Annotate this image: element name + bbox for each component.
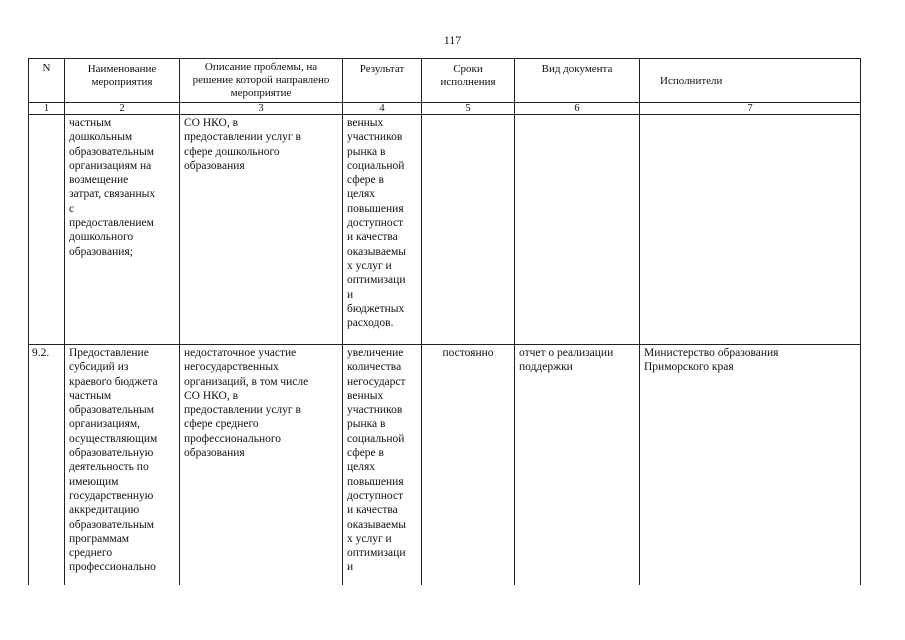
text-line: государственную: [69, 489, 154, 502]
text-line: образовательным: [69, 518, 155, 531]
text-line: доступност: [347, 217, 404, 230]
column-number: 4: [343, 103, 422, 115]
text-line: социальной: [347, 432, 405, 445]
text-line: краевого бюджета: [69, 375, 158, 388]
text-line: образования;: [69, 245, 133, 258]
measure-name-cell: [65, 115, 180, 345]
text-line: оказываемы: [347, 245, 407, 258]
text-line: сфере дошкольного: [184, 145, 280, 158]
text-line: дошкольного: [69, 231, 134, 244]
text-line: и: [347, 288, 354, 301]
text-line: образовательным: [69, 145, 155, 158]
column-number: 7: [640, 103, 861, 115]
text-line: доступност: [347, 489, 404, 502]
result-cell: [343, 345, 422, 586]
header-document-type: Вид документа: [515, 59, 640, 103]
header-result: Результат: [343, 59, 422, 103]
text-line: и качества: [347, 231, 398, 244]
column-number: 5: [422, 103, 515, 115]
text-line: затрат, связанных: [69, 188, 156, 201]
text-line: повышения: [347, 475, 404, 488]
page-number: 117: [443, 33, 462, 47]
row-number: 9.2.: [29, 345, 65, 586]
header-measure-name: Наименование мероприятия: [65, 59, 180, 103]
text-line: оказываемы: [347, 518, 407, 531]
text-line: целях: [347, 188, 376, 201]
text-line: профессионально: [69, 561, 156, 574]
text-line: социальной: [347, 159, 405, 172]
text-line: сфере в: [347, 447, 384, 460]
text-line: расходов.: [347, 317, 394, 330]
text-line: Приморского края: [644, 361, 734, 374]
text-line: осуществляющим: [69, 432, 158, 445]
header-executors: Исполнители: [640, 59, 861, 103]
text-line: сфере среднего: [184, 418, 259, 431]
text-line: среднего: [69, 547, 113, 560]
text-line: оптимизаци: [347, 274, 406, 287]
executor-cell: [640, 345, 861, 586]
text-line: оптимизаци: [347, 547, 406, 560]
text-line: отчет о реализации: [519, 347, 614, 359]
text-line: Министерство образования: [644, 347, 779, 359]
text-line: предоставлении услуг в: [184, 131, 301, 144]
header-problem-description: Описание проблемы, на решение которой направлено мероприятие: [180, 59, 343, 103]
text-line: бюджетных: [347, 302, 405, 315]
text-line: аккредитацию: [69, 504, 140, 517]
column-number: 6: [515, 103, 640, 115]
row-number: [29, 115, 65, 345]
problem-cell: [180, 345, 343, 586]
text-line: сфере в: [347, 174, 384, 187]
text-line: Предоставление: [69, 347, 149, 359]
text-line: частным: [69, 117, 112, 129]
text-line: рынка в: [347, 418, 386, 431]
column-number: 3: [180, 103, 343, 115]
text-line: частным: [69, 389, 112, 402]
column-numbers-row: [29, 103, 861, 115]
table-row: [29, 345, 861, 586]
measures-table: [28, 58, 861, 585]
text-line: профессионального: [184, 432, 282, 445]
text-line: организациям на: [69, 159, 152, 172]
text-line: недостаточное участие: [184, 347, 297, 359]
text-line: программам: [69, 532, 130, 545]
text-line: с: [69, 202, 75, 215]
table-header-row: [29, 59, 861, 103]
column-number: 1: [29, 103, 65, 115]
executor-cell: [640, 115, 861, 345]
header-deadline: Сроки исполнения: [422, 59, 515, 103]
text-line: деятельность по: [69, 461, 149, 474]
text-line: повышения: [347, 202, 404, 215]
column-number: 2: [65, 103, 180, 115]
text-line: имеющим: [69, 475, 119, 488]
text-line: и качества: [347, 504, 398, 517]
problem-cell: [180, 115, 343, 345]
deadline-cell: постоянно: [422, 345, 515, 586]
text-line: образовательную: [69, 447, 154, 460]
deadline-cell: [422, 115, 515, 345]
text-line: участников: [347, 131, 403, 144]
table-row: [29, 115, 861, 345]
text-line: и: [347, 561, 354, 574]
text-line: негосударст: [347, 375, 406, 388]
text-line: венных: [347, 389, 384, 402]
document-cell: [515, 115, 640, 345]
text-line: образовательным: [69, 404, 155, 417]
text-line: возмещение: [69, 174, 129, 187]
text-line: увеличение: [347, 347, 404, 359]
text-line: организациям,: [69, 418, 141, 431]
text-line: СО НКО, в: [184, 117, 239, 129]
text-line: количества: [347, 361, 402, 374]
text-line: рынка в: [347, 145, 386, 158]
result-cell: [343, 115, 422, 345]
text-line: негосударственных: [184, 361, 279, 374]
text-line: образования: [184, 159, 245, 172]
document-cell: [515, 345, 640, 586]
text-line: предоставлении услуг в: [184, 404, 301, 417]
text-line: дошкольным: [69, 131, 133, 144]
measure-name-cell: [65, 345, 180, 586]
text-line: СО НКО, в: [184, 389, 239, 402]
text-line: субсидий из: [69, 361, 129, 374]
header-number: N: [29, 59, 65, 103]
text-line: организаций, в том числе: [184, 375, 309, 388]
text-line: предоставлением: [69, 217, 154, 230]
text-line: поддержки: [519, 361, 573, 374]
text-line: х услуг и: [347, 532, 392, 545]
text-line: участников: [347, 404, 403, 417]
text-line: целях: [347, 461, 376, 474]
text-line: венных: [347, 117, 384, 129]
text-line: образования: [184, 447, 245, 460]
text-line: х услуг и: [347, 259, 392, 272]
